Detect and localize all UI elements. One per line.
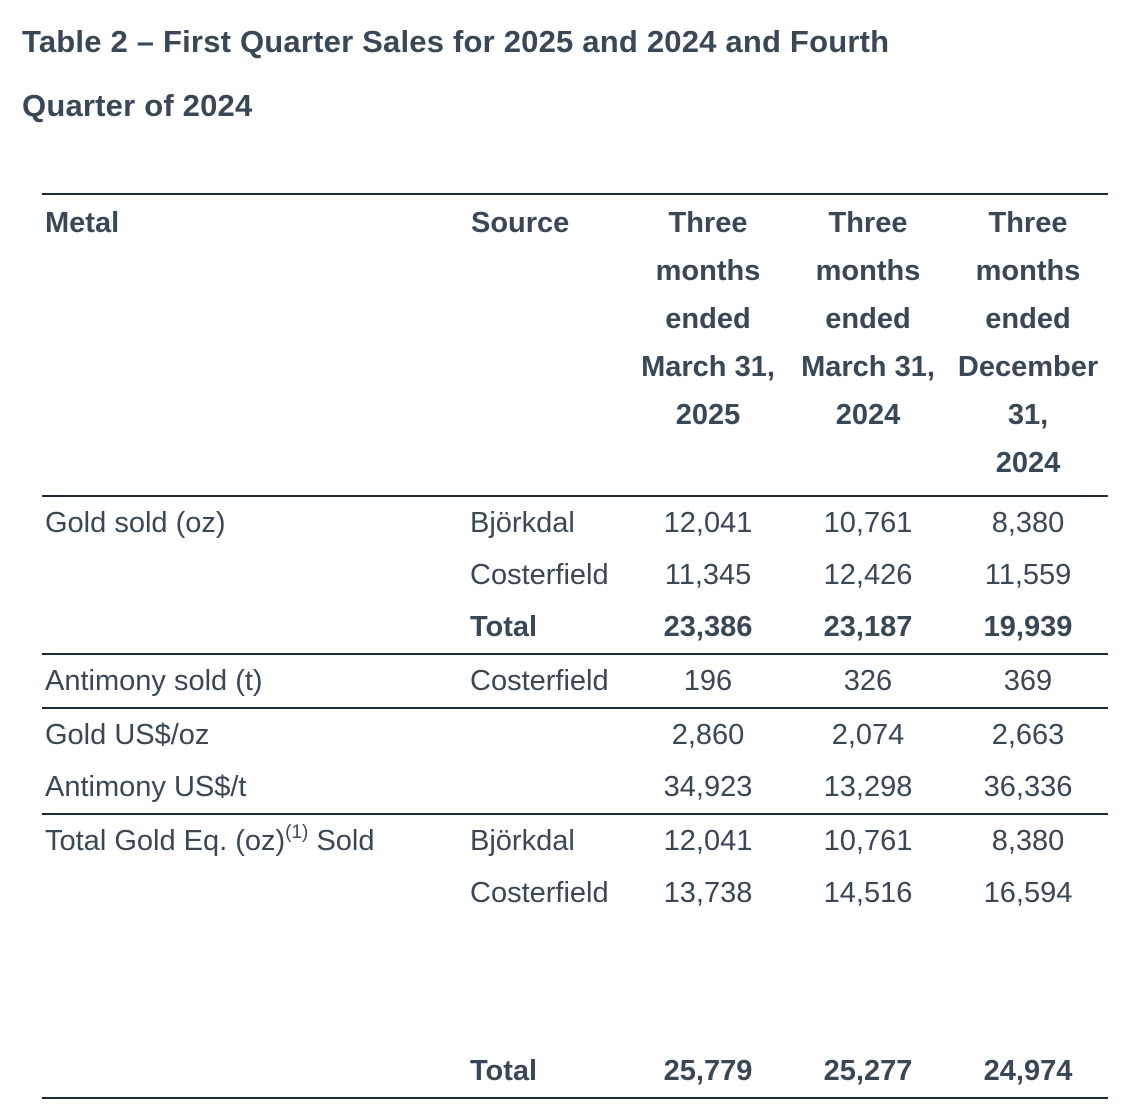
- cell-q1-2025: 13,738: [663, 877, 753, 909]
- table-row: [42, 708, 1108, 761]
- table-row: [42, 549, 1108, 601]
- cell-q1-2024: 10,761: [788, 814, 948, 867]
- table-row-spacer: [42, 919, 1108, 1045]
- header-q1-2025-line: Three: [668, 207, 748, 239]
- row-label: [42, 814, 468, 867]
- spacer-cell: [42, 919, 468, 1045]
- row-source: Björkdal: [468, 496, 628, 549]
- cell-q1-2024: 326: [788, 654, 948, 708]
- cell-q1-2025: 34,923: [663, 771, 753, 803]
- cell-q4-2024: 8,380: [948, 814, 1108, 867]
- cell-q4-2024: 16,594: [983, 877, 1073, 909]
- header-q4-2024-line: Three: [988, 207, 1068, 239]
- cell-q4-2024: 11,559: [984, 559, 1072, 591]
- header-q1-2024-line: Three: [828, 207, 908, 239]
- row-source-empty: [468, 708, 628, 761]
- header-q1-2024: [788, 194, 948, 496]
- cell-q4-2024: 24,974: [948, 1045, 1108, 1098]
- header-q4-2024: [948, 194, 1108, 496]
- header-q1-2024-line: ended: [825, 303, 911, 335]
- row-source-total: Total: [468, 1045, 628, 1098]
- cell-q1-2024: 2,074: [788, 708, 948, 761]
- header-q1-2024-line: 2024: [835, 399, 901, 431]
- cell-q1-2024: 12,426: [823, 559, 913, 591]
- header-source: Source: [468, 194, 628, 496]
- row-label: Gold sold (oz): [42, 496, 468, 549]
- row-label: Antimony sold (t): [42, 654, 468, 708]
- cell-q4-2024: 2,663: [948, 708, 1108, 761]
- cell-q1-2025: 11,345: [664, 559, 752, 591]
- cell-q1-2024: 25,277: [788, 1045, 948, 1098]
- row-source: Costerfield: [468, 654, 628, 708]
- table-row: [42, 814, 1108, 867]
- cell-q1-2025: 2,860: [628, 708, 788, 761]
- row-label: Antimony US$/t: [45, 771, 247, 803]
- table-row: [42, 867, 1108, 919]
- table-row-total: [42, 1045, 1108, 1098]
- cell-q1-2025: 23,386: [663, 611, 753, 643]
- header-q1-2025-line: ended: [665, 303, 751, 335]
- row-label-empty: [42, 549, 468, 601]
- cell-q1-2025: 12,041: [628, 814, 788, 867]
- table-row-total: [42, 601, 1108, 654]
- header-q1-2025: [628, 194, 788, 496]
- table-title: [22, 10, 1022, 138]
- footnote-marker: (1): [285, 822, 309, 843]
- table-title-line-1: Table 2 – First Quarter Sales for 2025 and 2024 and Fourth: [22, 24, 890, 59]
- table-title-line-2: Quarter of 2024: [22, 88, 253, 123]
- header-q4-2024-line: ended: [985, 303, 1071, 335]
- header-q4-2024-line: months: [975, 255, 1081, 287]
- header-q4-2024-line: 31,: [1007, 399, 1049, 431]
- header-metal: Metal: [42, 194, 468, 496]
- table-row: [42, 654, 1108, 708]
- header-q1-2025-line: 2025: [675, 399, 741, 431]
- row-source: Costerfield: [470, 877, 609, 909]
- spacer-cell: [948, 919, 1108, 1045]
- header-q1-2025-line: March 31,: [641, 351, 775, 383]
- cell-q1-2024: 10,761: [788, 496, 948, 549]
- spacer-cell: [628, 919, 788, 1045]
- cell-q4-2024: 36,336: [983, 771, 1073, 803]
- row-label-empty: [42, 867, 468, 919]
- row-label: Gold US$/oz: [42, 708, 468, 761]
- cell-q1-2025: 12,041: [628, 496, 788, 549]
- cell-q1-2024: 23,187: [823, 611, 913, 643]
- cell-q1-2025: 25,779: [628, 1045, 788, 1098]
- gold-eq-label-text: Total Gold Eq. (oz): [45, 825, 286, 857]
- spacer-cell: [788, 919, 948, 1045]
- cell-q1-2024: 14,516: [823, 877, 913, 909]
- cell-q1-2025: 196: [628, 654, 788, 708]
- row-source-total: Total: [470, 611, 538, 643]
- cell-q1-2024: 13,298: [823, 771, 913, 803]
- header-row: [42, 194, 1108, 496]
- row-label-empty: [42, 1045, 468, 1098]
- table-row: [42, 761, 1108, 814]
- row-source: Costerfield: [470, 559, 609, 591]
- sales-table: [42, 193, 1108, 1099]
- row-source-empty: [468, 761, 628, 814]
- row-label-empty: [42, 601, 468, 654]
- header-q1-2025-line: months: [655, 255, 761, 287]
- header-q1-2024-line: March 31,: [801, 351, 935, 383]
- header-q4-2024-line: December: [957, 351, 1099, 383]
- cell-q4-2024: 19,939: [983, 611, 1073, 643]
- table-row: [42, 496, 1108, 549]
- gold-eq-label-suffix: Sold: [308, 825, 375, 857]
- header-q1-2024-line: months: [815, 255, 921, 287]
- spacer-cell: [468, 919, 628, 1045]
- cell-q4-2024: 369: [948, 654, 1108, 708]
- header-q4-2024-line: 2024: [995, 447, 1061, 479]
- row-source: Björkdal: [468, 814, 628, 867]
- cell-q4-2024: 8,380: [948, 496, 1108, 549]
